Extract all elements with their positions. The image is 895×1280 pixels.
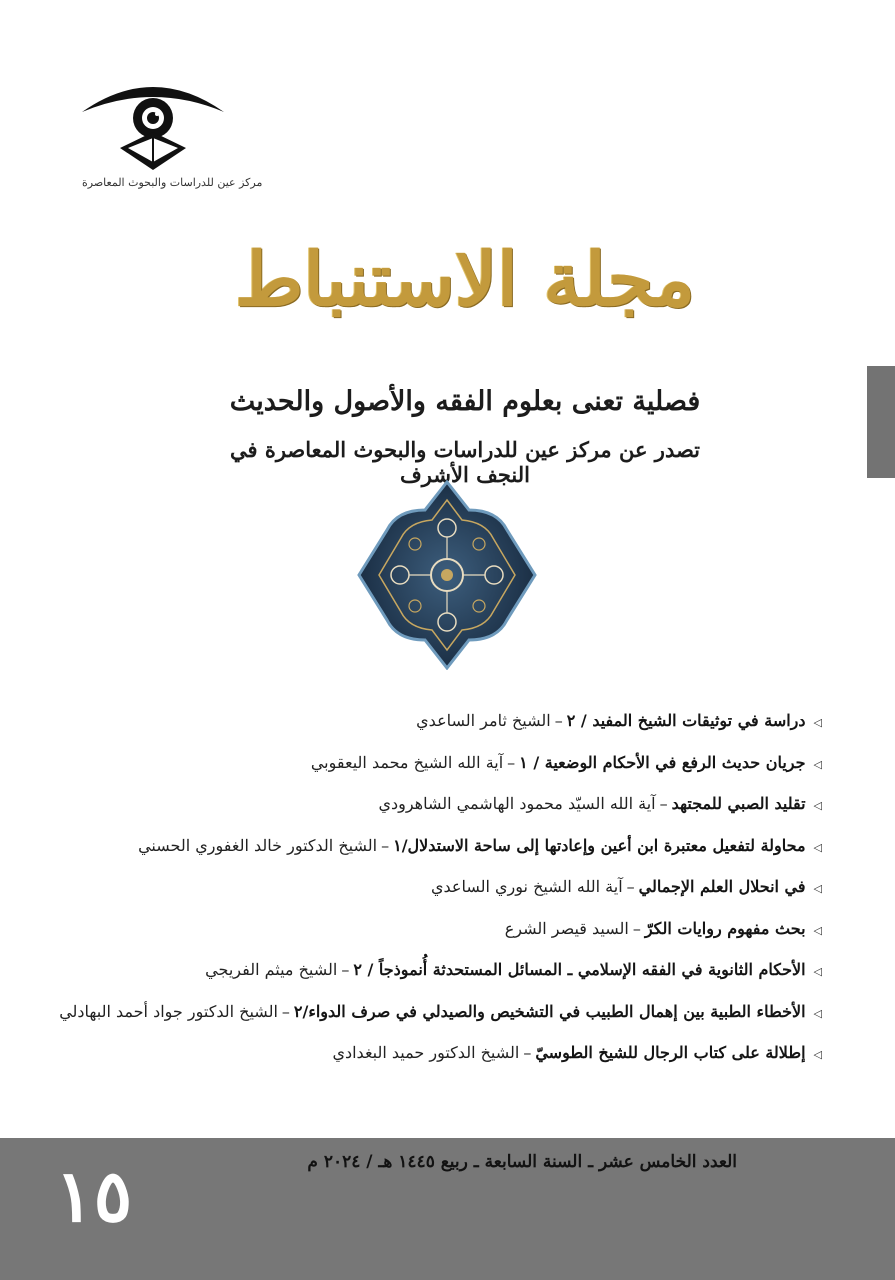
side-edge-tab xyxy=(867,366,895,478)
bullet-arrow-icon: ◁ xyxy=(813,923,822,937)
islamic-ornament-icon xyxy=(357,480,537,670)
table-of-contents xyxy=(22,700,822,1074)
title-author-separator: – xyxy=(507,752,516,772)
issue-number: ١٥ xyxy=(55,1153,133,1238)
bullet-arrow-icon: ◁ xyxy=(813,882,822,895)
list-item xyxy=(22,742,822,784)
title-author-separator: – xyxy=(523,1043,532,1062)
list-item xyxy=(22,825,822,867)
article-author: الشيخ ثامر الساعدي xyxy=(416,711,551,730)
article-author: آية الله الشيخ نوري الساعدي xyxy=(430,877,623,896)
list-item xyxy=(22,783,822,825)
title-author-separator: – xyxy=(626,877,635,896)
article-title: جريان حديث الرفع في الأحكام الوضعية / ١ xyxy=(519,752,806,772)
list-item xyxy=(22,700,822,742)
article-title: محاولة لتفعيل معتبرة ابن أعين وإعادتها إلى ساحة الاستدلال/١ xyxy=(393,835,806,855)
article-title: دراسة في توثيقات الشيخ المفيد / ٢ xyxy=(566,711,806,730)
article-title: بحث مفهوم روايات الكرّ xyxy=(644,918,806,938)
bullet-arrow-icon: ◁ xyxy=(813,716,822,729)
list-item xyxy=(22,991,822,1033)
bullet-arrow-icon: ◁ xyxy=(813,757,822,771)
footer-band xyxy=(0,1138,895,1280)
article-title: تقليد الصبي للمجتهد xyxy=(671,794,806,813)
bullet-arrow-icon: ◁ xyxy=(813,1006,822,1020)
article-author: الشيخ ميثم الفريجي xyxy=(205,960,338,979)
publisher-line: تصدر عن مركز عين للدراسات والبحوث المعاصرة في النجف الأشرف xyxy=(229,437,701,487)
article-author: آية الله السيّد محمود الهاشمي الشاهرودي xyxy=(378,794,656,813)
bullet-arrow-icon: ◁ xyxy=(813,965,822,978)
bullet-arrow-icon: ◁ xyxy=(813,799,822,812)
list-item xyxy=(22,866,822,908)
title-author-separator: – xyxy=(341,960,350,979)
title-author-separator: – xyxy=(659,794,668,813)
magazine-title: مجلة الاستنباط xyxy=(234,237,696,323)
article-title: الأحكام الثانوية في الفقه الإسلامي ـ المسائل المستحدثة أُنموذجاً / ٢ xyxy=(353,960,806,979)
title-author-separator: – xyxy=(281,1001,290,1021)
article-author: الشيخ الدكتور جواد أحمد البهادلي xyxy=(59,1001,278,1021)
article-title: إطلالة على كتاب الرجال للشيخ الطوسيّ xyxy=(535,1043,806,1062)
article-author: السيد قيصر الشرع xyxy=(504,918,629,938)
article-title: الأخطاء الطبية بين إهمال الطبيب في التشخيص والصيدلي في صرف الدواء/٢ xyxy=(293,1001,806,1021)
title-author-separator: – xyxy=(632,918,641,938)
title-author-separator: – xyxy=(554,711,563,730)
article-author: الشيخ الدكتور خالد الغفوري الحسني xyxy=(138,835,378,855)
issue-info: العدد الخامس عشر ـ السنة السابعة ـ ربيع ١٤٤٥ هـ / ٢٠٢٤ م xyxy=(307,1152,737,1172)
magazine-subtitle: فصلية تعنى بعلوم الفقه والأصول والحديث xyxy=(229,386,701,417)
list-item xyxy=(22,1032,822,1074)
bullet-arrow-icon: ◁ xyxy=(813,840,822,854)
article-author: الشيخ الدكتور حميد البغدادي xyxy=(332,1043,520,1062)
bullet-arrow-icon: ◁ xyxy=(813,1048,822,1061)
list-item xyxy=(22,908,822,950)
title-author-separator: – xyxy=(381,835,390,855)
article-author: آية الله الشيخ محمد اليعقوبي xyxy=(310,752,504,772)
list-item xyxy=(22,949,822,991)
logo-caption: مركز عين للدراسات والبحوث المعاصرة xyxy=(82,176,263,189)
article-title: في انحلال العلم الإجمالي xyxy=(638,877,806,896)
